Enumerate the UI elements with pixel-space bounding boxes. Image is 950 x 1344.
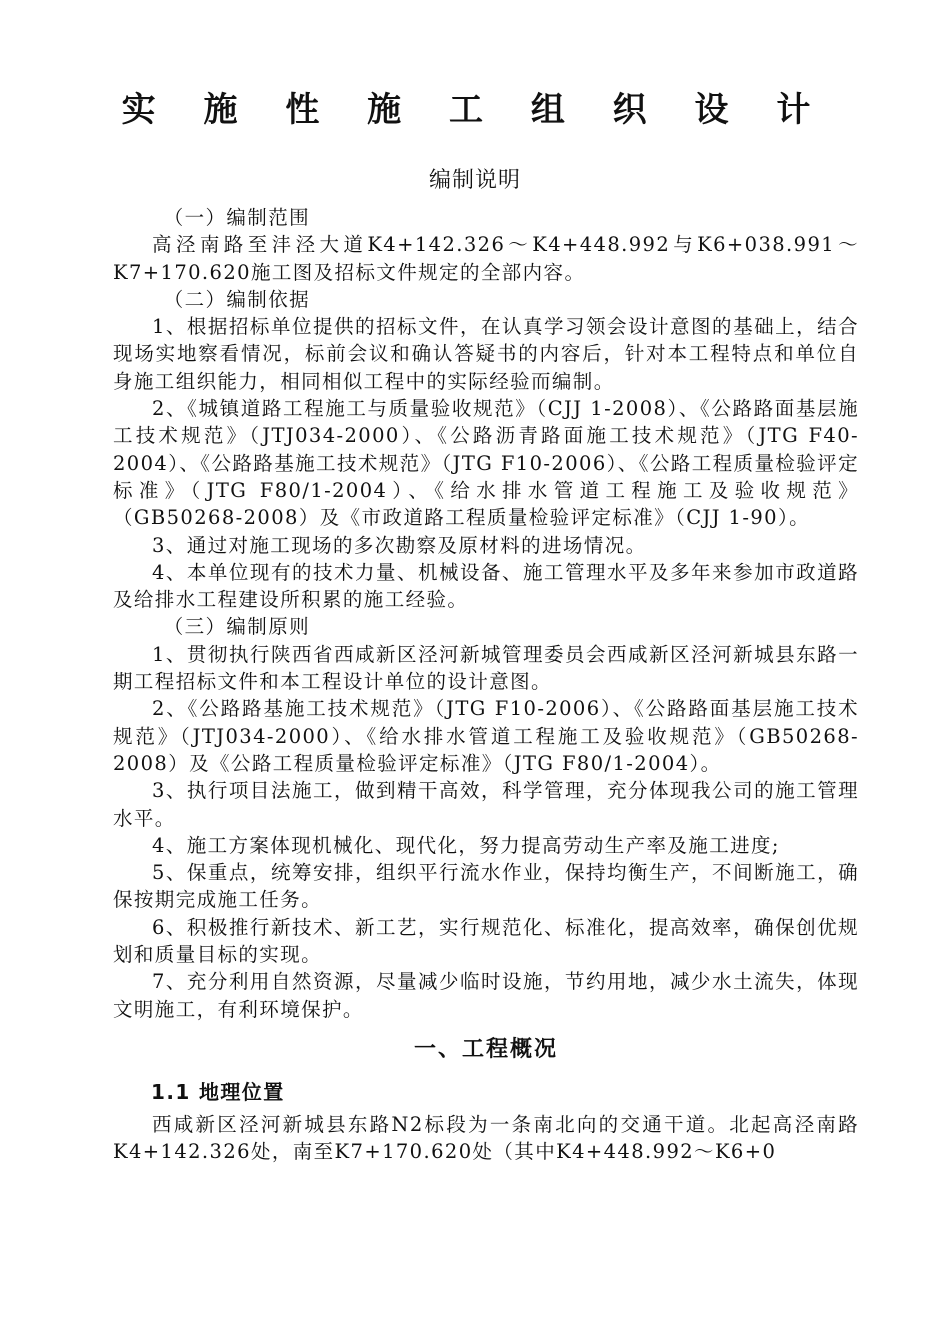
paragraph: 7、充分利用自然资源，尽量减少临时设施，节约用地，减少水土流失，体现文明施工，有利环境保护。 <box>113 970 859 1021</box>
paragraph: 3、通过对施工现场的多次勘察及原材料的进场情况。 <box>152 533 647 557</box>
paragraph: 西咸新区泾河新城县东路N2标段为一条南北向的交通干道。北起高泾南路K4+142.326处，南至K7+170.620处（其中K4+448.992～K6+0 <box>113 1112 859 1164</box>
paragraph: 2、《公路路基施工技术规范》（JTG F10-2006）、《公路路面基层施工技术规范》（JTJ034-2000）、《给水排水管道工程施工及验收规范》（GB50268-2008）及《公路工程质量检验评定标准》（JTG F80/1-2004）。 <box>113 697 859 775</box>
section-label-principles: （三）编制原则 <box>163 615 310 639</box>
paragraph: 5、保重点，统筹安排，组织平行流水作业，保持均衡生产，不间断施工，确保按期完成施工任务。 <box>113 861 859 912</box>
paragraph: 3、执行项目法施工，做到精干高效，科学管理，充分体现我公司的施工管理水平。 <box>113 779 859 830</box>
document-subtitle: 编制说明 <box>428 168 521 193</box>
paragraph: 1、根据招标单位提供的招标文件，在认真学习领会设计意图的基础上，结合现场实地察看情况，标前会议和确认答疑书的内容后，针对本工程特点和单位自身施工组织能力，相同相似工程中的实际经验而编制。 <box>113 315 859 393</box>
paragraph: 高泾南路至沣泾大道K4+142.326～K4+448.992与K6+038.991～K7+170.620施工图及招标文件规定的全部内容。 <box>113 233 859 284</box>
paragraph: 4、施工方案体现机械化、现代化，努力提高劳动生产率及施工进度; <box>152 833 780 857</box>
paragraph: 2、《城镇道路工程施工与质量验收规范》（CJJ 1-2008）、《公路路面基层施工技术规范》（JTJ034-2000）、《公路沥青路面施工技术规范》（JTG F40-2004）、《公路路基施工技术规范》（JTG F10-2006）、《公路工程质量检验评定标准》（JTG F80/1-2004）、《给水排水管道工程施工及验收规范》（GB50268-2008）及《市政道路工程质量检验评定标准》（CJJ 1-90）。 <box>113 397 859 530</box>
document-body <box>113 204 859 1166</box>
section-label-basis: （二）编制依据 <box>163 287 310 311</box>
document-title: 实 施 性 施 工 组 织 设 计 <box>121 90 829 130</box>
paragraph: 1、贯彻执行陕西省西咸新区泾河新城管理委员会西咸新区泾河新城县东路一期工程招标文件和本工程设计单位的设计意图。 <box>113 642 859 694</box>
section-label-scope: （一）编制范围 <box>163 206 310 229</box>
subsection-heading: 1.1 地理位置 <box>151 1079 285 1104</box>
paragraph: 4、本单位现有的技术力量、机械设备、施工管理水平及多年来参加市政道路及给排水工程建设所积累的施工经验。 <box>113 560 859 612</box>
paragraph: 6、积极推行新技术、新工艺，实行规范化、标准化，提高效率，确保创优规划和质量目标的实现。 <box>113 915 859 967</box>
section-heading: 一、工程概况 <box>413 1036 558 1062</box>
